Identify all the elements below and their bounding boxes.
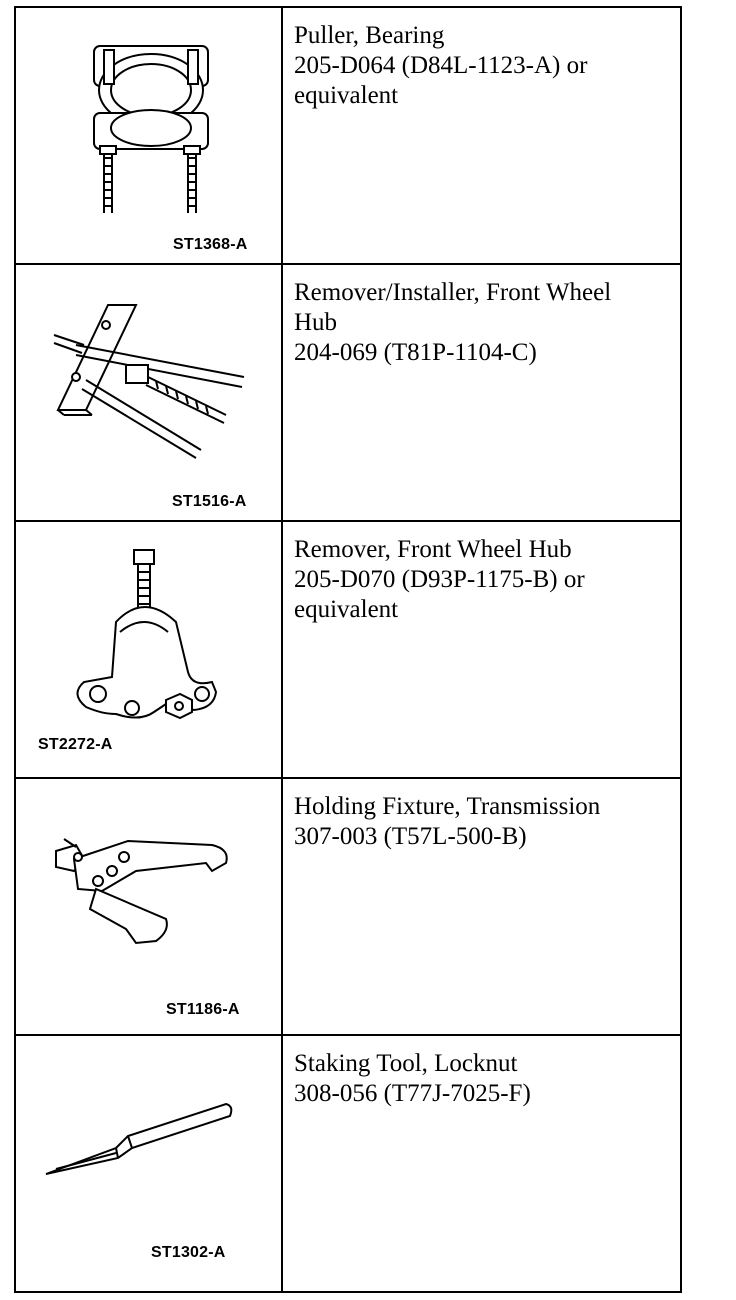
tool-description-cell [282, 778, 681, 1035]
tool-name: Remover, Front Wheel Hub [294, 536, 572, 563]
holding-fixture-illustration [16, 779, 283, 1034]
bearing-puller-illustration [16, 8, 283, 263]
tool-part-line: 205-D070 (D93P-1175-B) or [294, 566, 585, 593]
tool-illustration-cell [15, 264, 282, 521]
tool-illustration-cell [15, 521, 282, 778]
tool-code: ST2272-A [38, 736, 113, 753]
tool-code: ST1302-A [151, 1244, 226, 1261]
tool-part-line: 204-069 (T81P-1104-C) [294, 339, 537, 366]
tool-row [15, 521, 681, 778]
tool-part-line: equivalent [294, 82, 399, 109]
tool-part-line: equivalent [294, 596, 399, 623]
tool-name: Remover/Installer, Front Wheel [294, 279, 612, 306]
hub-remover-installer-illustration [16, 265, 283, 520]
tool-part-line: 205-D064 (D84L-1123-A) or [294, 52, 588, 79]
special-tools-table [14, 6, 682, 1293]
tool-name: Staking Tool, Locknut [294, 1050, 518, 1077]
tool-part-line: 307-003 (T57L-500-B) [294, 823, 527, 850]
tool-illustration-cell [15, 1035, 282, 1292]
tool-code: ST1186-A [166, 1001, 240, 1018]
tool-name: Holding Fixture, Transmission [294, 793, 601, 820]
tool-description-cell [282, 264, 681, 521]
tool-description-cell [282, 7, 681, 264]
tool-row [15, 264, 681, 521]
tool-description-cell [282, 521, 681, 778]
tool-illustration-cell [15, 7, 282, 264]
tool-row [15, 1035, 681, 1292]
tool-row [15, 778, 681, 1035]
staking-tool-illustration [16, 1036, 283, 1291]
tool-name: Puller, Bearing [294, 22, 445, 49]
tool-code: ST1368-A [173, 236, 248, 253]
tool-row [15, 7, 681, 264]
tool-part-line: Hub [294, 309, 338, 336]
tool-description-cell [282, 1035, 681, 1292]
tool-part-line: 308-056 (T77J-7025-F) [294, 1080, 531, 1107]
tool-illustration-cell [15, 778, 282, 1035]
tool-code: ST1516-A [172, 493, 247, 510]
